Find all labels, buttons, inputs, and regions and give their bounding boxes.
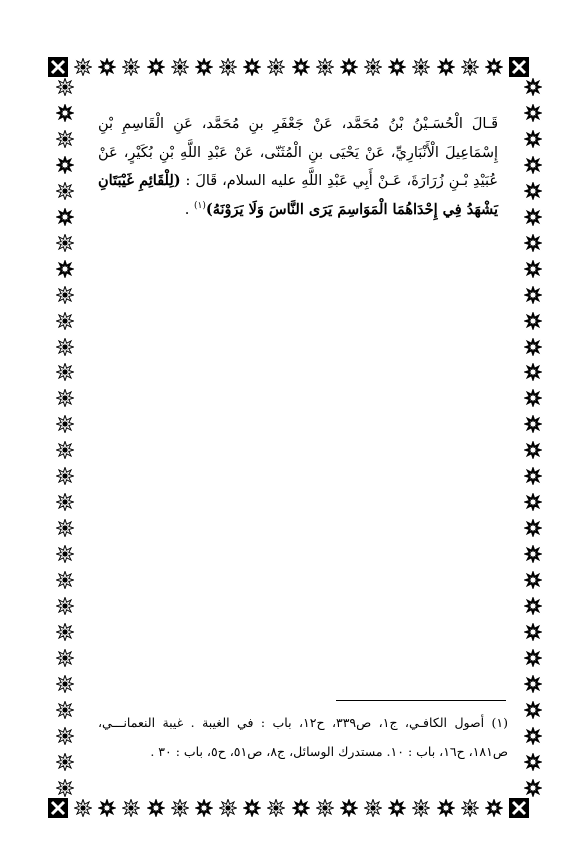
eight-point-star-ornament-icon — [98, 58, 116, 76]
paragraph-end: . — [184, 201, 194, 218]
eight-point-star-ornament-icon — [56, 130, 74, 148]
eight-point-star-ornament-icon — [485, 799, 503, 817]
eight-point-star-ornament-icon — [56, 156, 74, 174]
eight-point-star-ornament-icon — [171, 58, 189, 76]
eight-point-star-ornament-icon — [524, 545, 542, 563]
footnote-reference[interactable]: (١) — [193, 200, 206, 211]
eight-point-star-ornament-icon — [56, 519, 74, 537]
eight-point-star-ornament-icon — [56, 286, 74, 304]
eight-point-star-ornament-icon — [524, 260, 542, 278]
eight-point-star-ornament-icon — [122, 58, 140, 76]
eight-point-star-ornament-icon — [524, 493, 542, 511]
x-corner-ornament-icon — [48, 798, 68, 818]
eight-point-star-ornament-icon — [171, 799, 189, 817]
isnad-text: قَـالَ الْحُسَـيْنُ بْنُ مُحَمَّد، عَنْ جَعْفَرِ بنِ مُحَمَّد، عَنِ الْقَاسِمِ بْنِ إِسْمَاعِيلَ الْأَنْبَارِيِّ، عَنْ يَحْيَى بنِ الْمُثَنّى، عَنْ عَبْدِ اللَّهِ بْنِ بُكَيْرٍ، عَنْ عُبَيْدِ بْـنِ زُرَارَةَ، عَـنْ أَبِي عَبْدِ اللَّهِ عليه السلام، قَالَ : — [98, 116, 498, 189]
eight-point-star-ornament-icon — [412, 799, 430, 817]
eight-point-star-ornament-icon — [56, 623, 74, 641]
eight-point-star-ornament-icon — [195, 799, 213, 817]
eight-point-star-ornament-icon — [56, 649, 74, 667]
border-bottom — [48, 797, 529, 819]
eight-point-star-ornament-icon — [122, 799, 140, 817]
border-left — [54, 78, 76, 797]
eight-point-star-ornament-icon — [56, 779, 74, 797]
eight-point-star-ornament-icon — [56, 389, 74, 407]
hadith-paragraph — [98, 110, 498, 224]
eight-point-star-ornament-icon — [364, 58, 382, 76]
footnote-marker: (١) — [491, 715, 509, 730]
footnote-separator — [336, 700, 506, 701]
eight-point-star-ornament-icon — [56, 182, 74, 200]
eight-point-star-ornament-icon — [74, 799, 92, 817]
eight-point-star-ornament-icon — [524, 312, 542, 330]
eight-point-star-ornament-icon — [524, 753, 542, 771]
eight-point-star-ornament-icon — [147, 58, 165, 76]
eight-point-star-ornament-icon — [292, 799, 310, 817]
x-corner-ornament-icon — [48, 57, 68, 77]
hadith-text: (لِلْقَائِمِ غَيْبَتَانِ يَشْهَدُ فِي إِحْدَاهُمَا الْمَوَاسِمَ يَرَى النَّاسَ وَلَا يَرَوْنَهُ) — [98, 172, 498, 218]
eight-point-star-ornament-icon — [524, 78, 542, 96]
x-corner-ornament-icon — [509, 57, 529, 77]
eight-point-star-ornament-icon — [56, 260, 74, 278]
eight-point-star-ornament-icon — [524, 389, 542, 407]
eight-point-star-ornament-icon — [524, 675, 542, 693]
eight-point-star-ornament-icon — [485, 58, 503, 76]
eight-point-star-ornament-icon — [243, 799, 261, 817]
main-text-block — [98, 110, 498, 224]
footnote-text: أصول الكافـي، ج١، ص٣٣٩، ح١٢، باب : في الغيبة . غيبة النعمانـــي، ص١٨١، ح١٦، باب : ١٠. مستدرك الوسائل، ج٨، ص٥١، ح٥، باب : ٣٠ . — [98, 715, 508, 759]
eight-point-star-ornament-icon — [56, 104, 74, 122]
eight-point-star-ornament-icon — [461, 799, 479, 817]
eight-point-star-ornament-icon — [56, 441, 74, 459]
eight-point-star-ornament-icon — [56, 338, 74, 356]
border-right — [522, 78, 544, 797]
eight-point-star-ornament-icon — [524, 286, 542, 304]
border-top — [48, 56, 529, 78]
eight-point-star-ornament-icon — [56, 727, 74, 745]
eight-point-star-ornament-icon — [461, 58, 479, 76]
eight-point-star-ornament-icon — [56, 597, 74, 615]
eight-point-star-ornament-icon — [524, 519, 542, 537]
eight-point-star-ornament-icon — [219, 799, 237, 817]
eight-point-star-ornament-icon — [524, 338, 542, 356]
eight-point-star-ornament-icon — [56, 78, 74, 96]
eight-point-star-ornament-icon — [340, 58, 358, 76]
eight-point-star-ornament-icon — [56, 234, 74, 252]
eight-point-star-ornament-icon — [316, 58, 334, 76]
eight-point-star-ornament-icon — [74, 58, 92, 76]
eight-point-star-ornament-icon — [524, 727, 542, 745]
eight-point-star-ornament-icon — [316, 799, 334, 817]
eight-point-star-ornament-icon — [524, 649, 542, 667]
eight-point-star-ornament-icon — [364, 799, 382, 817]
eight-point-star-ornament-icon — [524, 415, 542, 433]
eight-point-star-ornament-icon — [195, 58, 213, 76]
eight-point-star-ornament-icon — [56, 493, 74, 511]
eight-point-star-ornament-icon — [524, 208, 542, 226]
eight-point-star-ornament-icon — [412, 58, 430, 76]
eight-point-star-ornament-icon — [219, 58, 237, 76]
eight-point-star-ornament-icon — [56, 675, 74, 693]
eight-point-star-ornament-icon — [56, 701, 74, 719]
eight-point-star-ornament-icon — [56, 363, 74, 381]
eight-point-star-ornament-icon — [56, 753, 74, 771]
eight-point-star-ornament-icon — [56, 467, 74, 485]
eight-point-star-ornament-icon — [524, 363, 542, 381]
eight-point-star-ornament-icon — [524, 182, 542, 200]
eight-point-star-ornament-icon — [292, 58, 310, 76]
eight-point-star-ornament-icon — [524, 104, 542, 122]
eight-point-star-ornament-icon — [243, 58, 261, 76]
eight-point-star-ornament-icon — [524, 156, 542, 174]
eight-point-star-ornament-icon — [524, 467, 542, 485]
eight-point-star-ornament-icon — [340, 799, 358, 817]
eight-point-star-ornament-icon — [524, 234, 542, 252]
eight-point-star-ornament-icon — [524, 441, 542, 459]
eight-point-star-ornament-icon — [267, 58, 285, 76]
eight-point-star-ornament-icon — [267, 799, 285, 817]
eight-point-star-ornament-icon — [524, 779, 542, 797]
eight-point-star-ornament-icon — [388, 58, 406, 76]
eight-point-star-ornament-icon — [524, 623, 542, 641]
eight-point-star-ornament-icon — [388, 799, 406, 817]
footnote-1 — [98, 708, 508, 766]
eight-point-star-ornament-icon — [98, 799, 116, 817]
footnotes-block — [98, 708, 508, 766]
eight-point-star-ornament-icon — [56, 571, 74, 589]
eight-point-star-ornament-icon — [524, 701, 542, 719]
eight-point-star-ornament-icon — [437, 799, 455, 817]
eight-point-star-ornament-icon — [56, 545, 74, 563]
eight-point-star-ornament-icon — [524, 597, 542, 615]
eight-point-star-ornament-icon — [524, 130, 542, 148]
x-corner-ornament-icon — [509, 798, 529, 818]
eight-point-star-ornament-icon — [56, 415, 74, 433]
eight-point-star-ornament-icon — [147, 799, 165, 817]
eight-point-star-ornament-icon — [56, 312, 74, 330]
eight-point-star-ornament-icon — [437, 58, 455, 76]
eight-point-star-ornament-icon — [56, 208, 74, 226]
eight-point-star-ornament-icon — [524, 571, 542, 589]
